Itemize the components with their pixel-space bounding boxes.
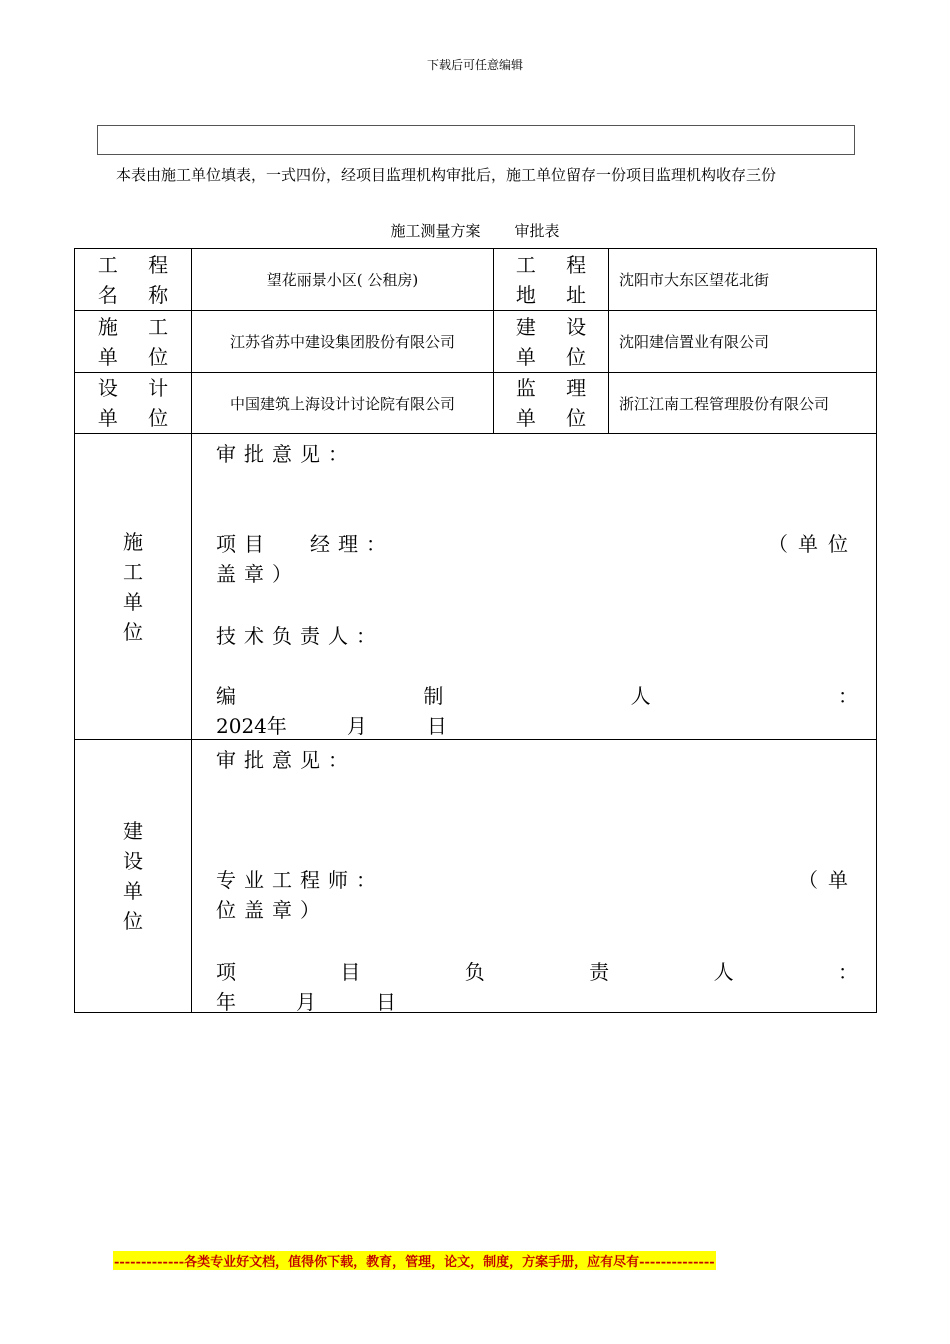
approval-opinion-label: 审批意见： bbox=[216, 442, 356, 466]
tech-lead-line: 技术负责人： bbox=[216, 624, 384, 648]
construction-opinion-cell bbox=[192, 434, 877, 740]
construction-unit-label: 施 工 单 位 bbox=[75, 434, 192, 740]
date-field: 年 月 日 bbox=[216, 990, 396, 1014]
table-row bbox=[75, 249, 877, 311]
owner-unit-label: 建 设 单 位 bbox=[75, 740, 192, 1013]
project-manager-line: 项目 经理： （单位 bbox=[216, 532, 858, 556]
seal-note: 位盖章） bbox=[216, 898, 328, 922]
label-construction-unit: 施 工 单 位 bbox=[75, 311, 192, 373]
label-project-address: 工 程 地 址 bbox=[494, 249, 609, 311]
form-title-part1: 施工测量方案 bbox=[390, 222, 481, 240]
project-leader-line: 项 目 负 责 人 ： bbox=[216, 960, 858, 984]
value-supervision-unit: 浙江江南工程管理股份有限公司 bbox=[609, 373, 877, 434]
seal-note: 盖章） bbox=[216, 562, 300, 586]
label-design-unit: 设 计 单 位 bbox=[75, 373, 192, 434]
form-title-part2: 审批表 bbox=[514, 222, 560, 240]
value-design-unit: 中国建筑上海设计讨论院有限公司 bbox=[192, 373, 494, 434]
value-project-name: 望花丽景小区( 公租房) bbox=[192, 249, 494, 311]
label-supervision-unit: 监 理 单 位 bbox=[494, 373, 609, 434]
label-owner-unit: 建 设 单 位 bbox=[494, 311, 609, 373]
footer-banner: -------------各类专业好文档，值得你下载，教育，管理，论文，制度，方案手册，应有尽有-------------- bbox=[113, 1251, 716, 1270]
owner-opinion-row bbox=[75, 740, 877, 1013]
empty-box bbox=[97, 125, 855, 155]
table-row bbox=[75, 311, 877, 373]
engineer-line: 专业工程师： （单 bbox=[216, 868, 858, 892]
form-title bbox=[0, 220, 950, 241]
instruction-text: 本表由施工单位填表，一式四份，经项目监理机构审批后，施工单位留存一份项目监理机构收存三份 bbox=[116, 166, 777, 184]
approval-opinion-label: 审批意见： bbox=[216, 748, 356, 772]
compiler-line: 编 制 人 ： bbox=[216, 684, 858, 708]
construction-opinion-row bbox=[75, 434, 877, 740]
header-note: 下载后可任意编辑 bbox=[426, 58, 523, 72]
label-project-name: 工 程 名 称 bbox=[75, 249, 192, 311]
table-row bbox=[75, 373, 877, 434]
value-project-address: 沈阳市大东区望花北街 bbox=[609, 249, 877, 311]
approval-table bbox=[74, 248, 877, 1013]
owner-opinion-cell bbox=[192, 740, 877, 1013]
date-field: 2024年 月 日 bbox=[216, 714, 447, 738]
value-construction-unit: 江苏省苏中建设集团股份有限公司 bbox=[192, 311, 494, 373]
value-owner-unit: 沈阳建信置业有限公司 bbox=[609, 311, 877, 373]
